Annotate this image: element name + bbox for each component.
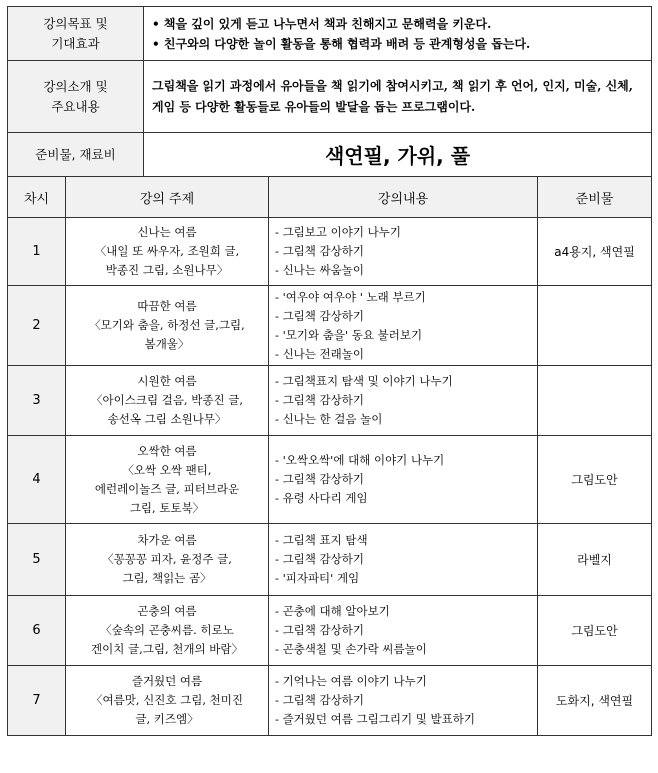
session-topic [66, 436, 269, 524]
topic-line: 〈꽁꽁꽁 피자, 윤정주 글, [102, 552, 232, 566]
session-topic [66, 524, 269, 596]
content-item: - 그림책 감상하기 [275, 550, 533, 569]
session-number: 7 [8, 666, 66, 736]
content-item: - 그림책 표지 탐색 [275, 531, 533, 550]
content-item: - 신나는 싸움놀이 [275, 261, 533, 280]
col-header-prep: 준비물 [538, 177, 652, 218]
content-item: - 곤충색칠 및 손가락 씨름놀이 [275, 640, 533, 659]
topic-line: 겐이치 글,그림, 천개의 바람〉 [91, 642, 243, 656]
session-prep: a4용지, 색연필 [538, 218, 652, 286]
session-content [269, 524, 538, 596]
content-item: - 신나는 전래놀이 [275, 345, 533, 364]
topic-line: 곤충의 여름 [137, 604, 197, 618]
content-item: - 그림책 감상하기 [275, 621, 533, 640]
session-number: 2 [8, 286, 66, 366]
session-prep: 그림도안 [538, 436, 652, 524]
session-prep: 도화지, 색연필 [538, 666, 652, 736]
goal-row [8, 7, 652, 61]
topic-line: 송선옥 그림 소원나무〉 [107, 412, 227, 426]
topic-line: 따끔한 여름 [137, 299, 197, 313]
goal-item: • 책을 깊이 있게 듣고 나누면서 책과 친해지고 문해력을 키운다. [152, 14, 647, 34]
content-item: - '피자파티' 게임 [275, 569, 533, 588]
session-number: 4 [8, 436, 66, 524]
topic-line: 에런레이놀즈 글, 피터브라운 [94, 481, 240, 496]
session-content [269, 596, 538, 666]
topic-line: 글, 키즈엠〉 [135, 712, 199, 726]
col-header-topic: 강의 주제 [66, 177, 269, 218]
topic-line: 〈내일 또 싸우자, 조원희 글, [94, 244, 240, 258]
session-content [269, 666, 538, 736]
intro-text: 그림책을 읽기 과정에서 유아들을 책 읽기에 참여시키고, 책 읽기 후 언어, 인지, 미술, 신체, 게임 등 다양한 활동들로 유아들의 발달을 돕는 프로그램이다. [144, 61, 652, 133]
session-prep [538, 286, 652, 366]
content-item: - 즐거웠던 여름 그림그리기 및 발표하기 [275, 710, 533, 729]
session-topic [66, 666, 269, 736]
lesson-plan-table [7, 6, 652, 736]
goal-label: 강의목표 및 기대효과 [8, 7, 144, 61]
goal-list [144, 7, 652, 61]
topic-line: 〈여름맛, 신진호 그림, 천미진 [91, 693, 243, 707]
content-item: - 그림책 감상하기 [275, 470, 533, 489]
session-topic [66, 218, 269, 286]
session-number: 6 [8, 596, 66, 666]
session-row [8, 596, 652, 666]
session-content [269, 218, 538, 286]
session-prep: 라벨지 [538, 524, 652, 596]
intro-label: 강의소개 및 주요내용 [8, 61, 144, 133]
session-prep [538, 366, 652, 436]
topic-line: 그림, 토토북〉 [129, 500, 205, 515]
content-item: - '모기와 춤을' 동요 불러보기 [275, 326, 533, 345]
materials-label: 준비물, 재료비 [8, 133, 144, 177]
session-row [8, 436, 652, 524]
content-item: - 곤충에 대해 알아보기 [275, 602, 533, 621]
topic-line: 〈숲속의 곤충씨름. 히로노 [100, 623, 234, 637]
session-number: 3 [8, 366, 66, 436]
session-topic [66, 596, 269, 666]
materials-value: 색연필, 가위, 풀 [144, 133, 652, 177]
content-item: - '오싹오싹'에 대해 이야기 나누기 [275, 451, 533, 470]
session-number: 5 [8, 524, 66, 596]
topic-line: 봄개울〉 [144, 337, 190, 351]
topic-line: 오싹한 여름 [137, 443, 197, 458]
content-item: - 기억나는 여름 이야기 나누기 [275, 672, 533, 691]
topic-line: 그림, 책읽는 곰〉 [122, 571, 212, 585]
session-content [269, 286, 538, 366]
session-row [8, 286, 652, 366]
content-item: - 신나는 한 걸음 놀이 [275, 410, 533, 429]
goal-item: • 친구와의 다양한 놀이 활동을 통해 협력과 배려 등 관계형성을 돕는다. [152, 34, 647, 54]
content-item: - 그림책 감상하기 [275, 391, 533, 410]
content-item: - 그림보고 이야기 나누기 [275, 223, 533, 242]
session-row [8, 666, 652, 736]
topic-line: 〈오싹 오싹 팬티, [122, 462, 212, 477]
session-topic [66, 286, 269, 366]
session-row [8, 524, 652, 596]
session-row [8, 366, 652, 436]
topic-line: 〈모기와 춤을, 하정선 글,그림, [89, 318, 245, 332]
col-header-content: 강의내용 [269, 177, 538, 218]
session-number: 1 [8, 218, 66, 286]
topic-line: 시원한 여름 [137, 374, 197, 388]
session-topic [66, 366, 269, 436]
session-content [269, 366, 538, 436]
content-item: - 그림책표지 탐색 및 이야기 나누기 [275, 372, 533, 391]
topic-line: 신나는 여름 [137, 225, 197, 239]
column-header-row [8, 177, 652, 218]
col-header-session: 차시 [8, 177, 66, 218]
session-prep: 그림도안 [538, 596, 652, 666]
content-item: - 그림책 감상하기 [275, 242, 533, 261]
intro-row [8, 61, 652, 133]
materials-row [8, 133, 652, 177]
content-item: - 그림책 감상하기 [275, 307, 533, 326]
session-content [269, 436, 538, 524]
topic-line: 〈아이스크림 걸음, 박종진 글, [91, 393, 243, 407]
content-item: - 그림책 감상하기 [275, 691, 533, 710]
topic-line: 박종진 그림, 소원나무〉 [105, 263, 229, 277]
content-item: - 유령 사다리 게임 [275, 489, 533, 508]
content-item: - '여우야 여우야 ' 노래 부르기 [275, 288, 533, 307]
topic-line: 즐거웠던 여름 [131, 674, 203, 688]
topic-line: 차가운 여름 [137, 533, 197, 547]
session-row [8, 218, 652, 286]
